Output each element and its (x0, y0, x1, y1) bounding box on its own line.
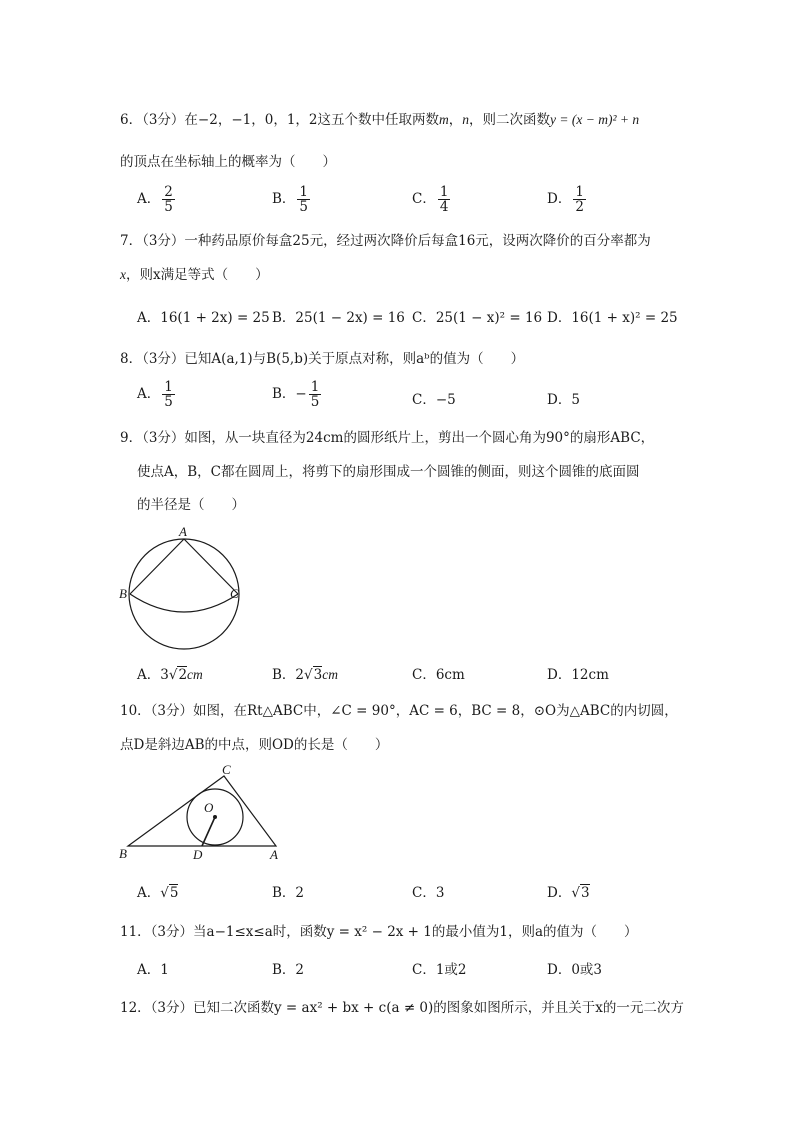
q10-option-a[interactable] (137, 881, 178, 901)
q10-label-c: C (222, 762, 231, 777)
q6-line2: 的顶点在坐标轴上的概率为（ ） (120, 154, 336, 170)
option-label: C． (412, 667, 436, 683)
sqrt-sign: √ (571, 885, 580, 901)
q8-line1: 8．（3分）已知A(a,1)与B(5,b)关于原点对称，则aᵇ的值为（ ） (120, 351, 525, 367)
q6-mid: ，则二次函数 (469, 112, 550, 128)
q6-lead: 6．（3分）在−2，−1，0，1，2这五个数中任取两数 (120, 112, 439, 128)
q6-var-n: n (462, 112, 469, 127)
fraction: $\frac{2}{5}$ (164, 184, 173, 215)
q10-figure (116, 762, 296, 862)
fraction: $\frac{1}{5}$ (310, 379, 320, 410)
q6-sep: ， (448, 112, 463, 128)
option-text: 3 (435, 885, 445, 901)
q9-option-b[interactable] (272, 663, 338, 683)
q7-option-c[interactable] (412, 306, 542, 326)
q10-option-b[interactable] (272, 881, 304, 901)
q7-line2 (120, 263, 269, 283)
q6-line1 (120, 108, 639, 128)
option-text: 16(1 + 2x) = 25 (160, 310, 270, 326)
q10-option-c[interactable] (412, 881, 444, 901)
q10-option-d[interactable] (547, 881, 590, 901)
option-label: A． (137, 962, 161, 978)
q7-rest: ，则x满足等式（ ） (126, 267, 269, 283)
q6-option-d[interactable] (547, 185, 586, 214)
option-label: B． (272, 310, 296, 326)
option-label: D． (547, 962, 572, 978)
option-label: A． (137, 310, 161, 326)
option-coef: 2 (295, 667, 305, 683)
q6-option-a[interactable] (137, 185, 175, 214)
option-text: 1或2 (435, 962, 467, 978)
q10-label-o: O (204, 800, 214, 815)
q12-line1: 12．（3分）已知二次函数y = ax² + bx + c(a ≠ 0)的图象如图所示，并且关于x的一元二次方 (120, 1000, 684, 1016)
option-radicand: 3 (313, 667, 323, 683)
q10-triangle (128, 776, 276, 846)
q10-center-dot (213, 815, 217, 819)
option-radicand: 2 (178, 667, 188, 683)
q9-figure (116, 524, 256, 654)
option-label: D． (547, 392, 572, 408)
sqrt-sign: √ (160, 885, 169, 901)
q9-line1: 9．（3分）如图，从一块直径为24cm的圆形纸片上，剪出一个圆心角为90°的扇形ABC， (120, 430, 655, 446)
q9-label-b: B (119, 586, 127, 601)
option-radicand: 3 (580, 885, 590, 901)
option-text: 5 (571, 392, 580, 408)
q11-line1: 11．（3分）当a−1≤x≤a时，函数y = x² − 2x + 1的最小值为1，则a的值为（ ） (120, 924, 638, 940)
option-text: 0或3 (571, 962, 603, 978)
q6-var-m: m (439, 112, 449, 127)
option-unit: cm (322, 667, 338, 682)
q11-option-d[interactable] (547, 958, 602, 978)
option-coef: 3 (160, 667, 169, 683)
q9-label-c: C (230, 586, 239, 601)
q9-option-a[interactable] (137, 663, 203, 683)
option-label: A． (137, 386, 161, 402)
option-label: A． (137, 667, 161, 683)
sqrt-sign: √ (304, 667, 313, 683)
fraction: $\frac{1}{5}$ (299, 184, 309, 215)
option-text: 12cm (571, 667, 609, 683)
option-unit: cm (187, 667, 203, 682)
option-label: A． (137, 191, 161, 207)
q11-option-a[interactable] (137, 958, 169, 978)
option-text: 2 (295, 962, 305, 978)
q10-label-d: D (193, 847, 203, 862)
option-sign: − (295, 386, 307, 402)
option-label: D． (547, 310, 572, 326)
option-label: D． (547, 885, 572, 901)
option-text: 2 (295, 885, 305, 901)
q10-segment-od (202, 817, 215, 846)
sqrt-sign: √ (168, 667, 178, 683)
q9-label-a: A (179, 524, 187, 539)
option-text: 25(1 − 2x) = 16 (295, 310, 405, 326)
fraction: $\frac{1}{4}$ (439, 184, 449, 215)
q7-var-x: x (120, 267, 126, 282)
option-text: 16(1 + x)² = 25 (571, 310, 678, 326)
option-label: B． (272, 191, 296, 207)
fraction: $\frac{1}{5}$ (164, 379, 173, 410)
q8-option-c[interactable] (412, 388, 456, 408)
q9-line2: 使点A，B，C都在圆周上，将剪下的扇形围成一个圆锥的侧面，则这个圆锥的底面圆 (137, 464, 640, 480)
option-text: 1 (160, 962, 169, 978)
option-text: −5 (435, 392, 456, 408)
option-radicand: 5 (169, 885, 179, 901)
option-label: C． (412, 191, 436, 207)
option-label: D． (547, 191, 572, 207)
option-label: C． (412, 392, 436, 408)
option-label: C． (412, 310, 436, 326)
option-label: B． (272, 885, 296, 901)
q6-option-b[interactable] (272, 185, 310, 214)
q7-option-d[interactable] (547, 306, 678, 326)
q11-option-c[interactable] (412, 958, 467, 978)
q9-option-c[interactable] (412, 663, 465, 683)
q6-option-c[interactable] (412, 185, 450, 214)
q9-outer-circle (129, 539, 239, 649)
option-label: A． (137, 885, 161, 901)
q9-segment-ab (130, 539, 184, 594)
q9-line3: 的半径是（ ） (137, 497, 245, 513)
option-text: 25(1 − x)² = 16 (435, 310, 543, 326)
option-label: B． (272, 962, 296, 978)
q8-option-d[interactable] (547, 388, 580, 408)
option-text: 6cm (435, 667, 465, 683)
option-label: D． (547, 667, 572, 683)
q7-option-a[interactable] (137, 306, 270, 326)
q8-option-b[interactable] (272, 380, 321, 409)
q8-option-a[interactable] (137, 380, 175, 409)
option-label: C． (412, 962, 436, 978)
q7-line1: 7．（3分）一种药品原价每盒25元，经过两次降价后每盒16元，设两次降价的百分率都为 (120, 233, 651, 249)
q10-line2: 点D是斜边AB的中点，则OD的长是（ ） (120, 737, 389, 753)
q11-option-b[interactable] (272, 958, 304, 978)
option-label: B． (272, 386, 296, 402)
q10-label-b: B (119, 846, 127, 861)
q10-line1: 10．（3分）如图，在Rt△ABC中，∠C = 90°，AC = 6，BC = 8，⊙O为△ABC的内切圆， (120, 703, 678, 719)
option-label: C． (412, 885, 436, 901)
fraction: $\frac{1}{2}$ (575, 184, 584, 215)
option-label: B． (272, 667, 296, 683)
q10-label-a: A (270, 847, 278, 862)
q9-option-d[interactable] (547, 663, 609, 683)
q7-option-b[interactable] (272, 306, 405, 326)
q6-formula: y = (x − m)² + n (550, 112, 640, 127)
q9-arc-bc (130, 594, 238, 612)
